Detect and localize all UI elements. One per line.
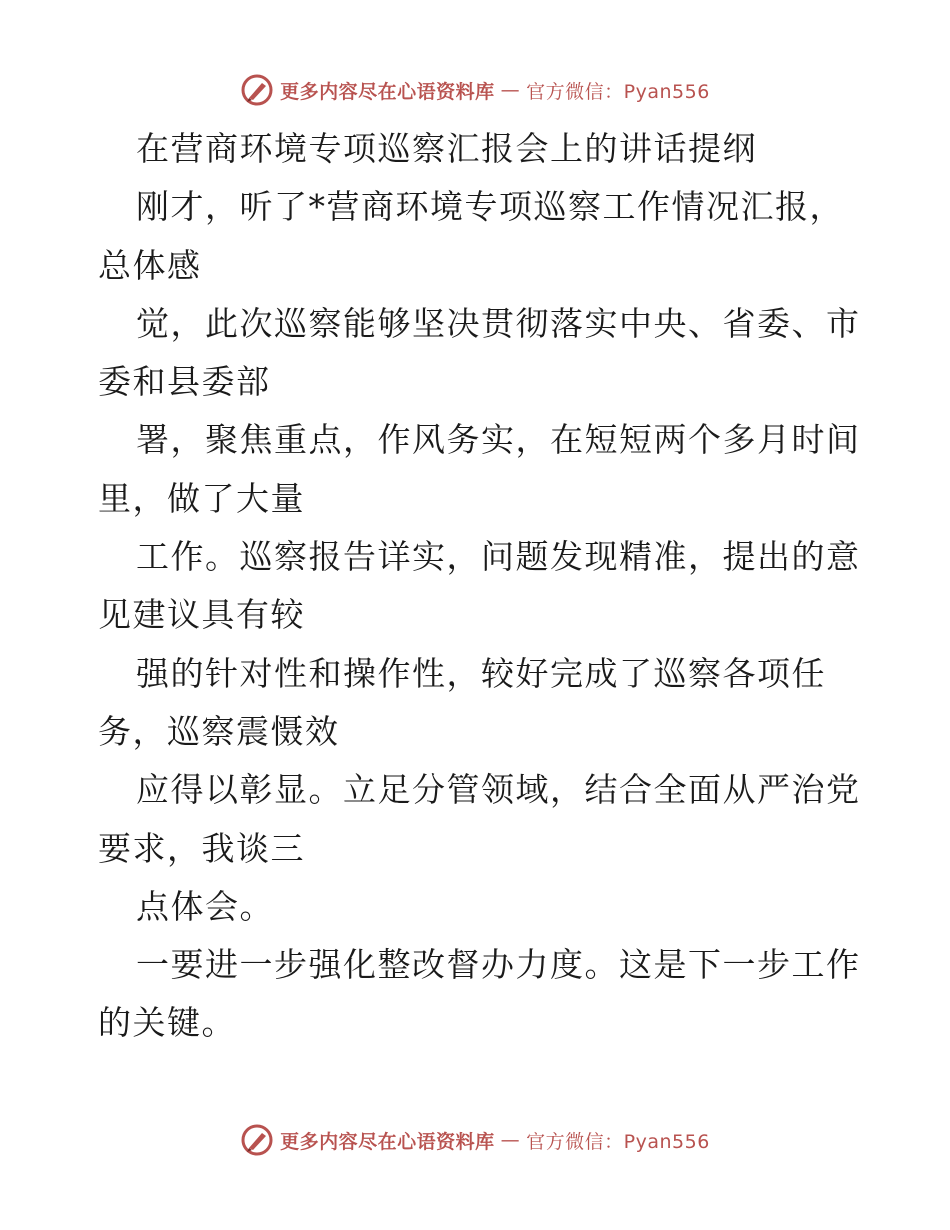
watermark-header: [0, 70, 950, 110]
text-line: 点体会。: [136, 886, 274, 926]
watermark-separator: —: [500, 79, 521, 101]
text-line: 要求，我谈三: [98, 828, 305, 868]
text-line: 见建议具有较: [98, 595, 305, 635]
text-line: 一要进一步强化整改督办力度。这是下一步工作: [136, 945, 861, 985]
pen-logo-icon: [240, 1123, 274, 1157]
text-line: 觉，此次巡察能够坚决贯彻落实中央、省委、市: [136, 303, 861, 343]
text-line: 署，聚焦重点，作风务实，在短短两个多月时间: [136, 420, 861, 460]
text-line: 强的针对性和操作性，较好完成了巡察各项任: [136, 653, 826, 693]
document-title: 在营商环境专项巡察汇报会上的讲话提纲: [136, 129, 757, 168]
watermark-brand: 更多内容尽在心语资料库: [280, 1130, 495, 1153]
document-body: [98, 120, 861, 1053]
text-line: 里，做了大量: [98, 478, 305, 518]
text-line: 委和县委部: [98, 362, 271, 402]
text-line: 的关键。: [98, 1003, 236, 1043]
pen-logo-icon: [240, 73, 274, 107]
text-line: 务，巡察震慑效: [98, 711, 340, 751]
watermark-footer: [0, 1120, 950, 1160]
text-line: 总体感: [98, 245, 202, 285]
watermark-brand: 更多内容尽在心语资料库: [280, 80, 495, 103]
text-line: 应得以彰显。立足分管领域，结合全面从严治党: [136, 770, 861, 810]
watermark-separator: —: [500, 1129, 521, 1151]
watermark-contact: 官方微信：Pyan556: [526, 1130, 710, 1153]
watermark-contact: 官方微信：Pyan556: [526, 80, 710, 103]
text-line: 工作。巡察报告详实，问题发现精准，提出的意: [136, 537, 861, 577]
text-line: 刚才，听了*营商环境专项巡察工作情况汇报，: [136, 187, 844, 227]
